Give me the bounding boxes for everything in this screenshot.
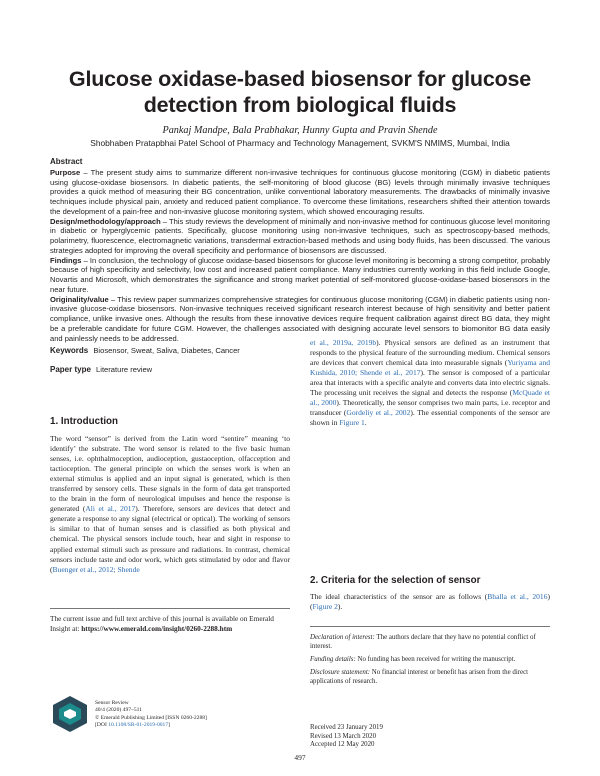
funding-details (310, 655, 550, 664)
article-title (40, 66, 560, 118)
disclosure-statement (310, 668, 550, 686)
purpose-label: Purpose (50, 167, 81, 177)
disc-text: No financial interest or benefit has arisen from the direct applications of research. (310, 669, 529, 685)
fund-label: Funding details: (310, 656, 356, 663)
paper-type-text: Literature review (96, 365, 153, 374)
findings-label: Findings (50, 255, 82, 265)
fund-text: No funding has been received for writing the manuscript. (355, 656, 516, 663)
doi-prefix: [DOI (95, 722, 109, 729)
criteria-paragraph (310, 592, 550, 612)
criteria-text-c: ). (337, 602, 343, 612)
notes-divider (310, 626, 550, 627)
decl-text: The authors declare that they have no potential conflict of interest. (310, 634, 536, 650)
footnote-divider (50, 608, 290, 609)
citation-link[interactable]: et al., 2019a, 2019b (310, 338, 377, 347)
intro-text-e: ). Theoretically, the sensor comprises two main parts, i.e. receptor and transducer ( (310, 398, 551, 418)
keywords-label: Keywords (50, 346, 89, 355)
citation-link[interactable]: Ali et al., 2017 (85, 504, 136, 514)
originality-text: – This review paper summarizes comprehensive strategies for continuous glucose monitoring (CGM) in diabetic patients using non-invasive glucose-oxidase biosensors. Non-invasive techniques received significant research interest because of high sensitivity and better patient compliance, unlike invasive ones. Although the results from these innovative devices require frequent calibration against direct BG data, they might be a preferable candidate for future CGM. However, the challenges associated with designing accurate level sensors to biomonitor BG data easily and painlessly needs to be addressed. (50, 294, 550, 343)
abstract-purpose (50, 168, 550, 217)
decl-label: Declaration of interest: (310, 634, 375, 641)
journal-access-footnote (50, 614, 290, 633)
abstract-heading: Abstract (50, 157, 83, 166)
journal-doi (95, 722, 207, 729)
intro-text-b: ). Therefore, sensors are devices that detect and generate a response to any signal (electrical or optical). The working of sensors is similar to that of human senses and is classified as both physical and chemical. The physical sensors include touch, hear and sight in response to applied external stimuli such as pressure and radiations. In contrast, chemical sensors include taste and odor work, which gets stimulated by odor and flavor ( (50, 504, 290, 574)
criteria-text-b: ) ( (310, 592, 550, 612)
intro-paragraph (50, 434, 290, 575)
journal-issn: © Emerald Publishing Limited [ISSN 0260-2288] (95, 714, 207, 721)
journal-volume: 40/4 (2020) 497–511 (95, 707, 143, 714)
intro-text-c: ). Physical sensors are defined as an instrument that responds to the physical feature of the surrounding medium. Chemical sensors are devices that convert chemical data into measurable signals ( (310, 338, 551, 368)
intro-text-f: ). The essential components of the sensor are shown in (310, 408, 550, 428)
introduction-column-left (50, 434, 290, 575)
originality-label: Originality/value (50, 294, 109, 304)
journal-meta (95, 700, 207, 730)
intro-text-a: The word “sensor” is derived from the Latin word “sentire” meaning ‘to identify’ the substrate. The word sensor is related to the five basic human senses, i.e. ophthalmoception, audioception, gustaoception, olfacception and tactioception. The general principle on which the senses work is when an external stimulus is applied and an input signal is generated, which is then transferred by sensory cells. These signals in the form of data get transported to the brain in the form of neurological impulses and hence the response is generated ( (50, 434, 290, 514)
title-line-1: Glucose oxidase-based biosensor for glucose (68, 67, 532, 91)
citation-link[interactable]: Buenger et al., 2012; Shende (52, 564, 140, 574)
accepted-date: Accepted 12 May 2020 (310, 741, 375, 749)
affiliation: Shobhaben Pratapbhai Patel School of Pharmacy and Technology Management, SVKM'S NMIMS, Mumbai, India (90, 138, 510, 148)
article-dates (310, 724, 383, 750)
author-list: Pankaj Mandpe, Bala Prabhakar, Hunny Gupta and Pravin Shende (162, 125, 438, 136)
abstract-findings (50, 256, 550, 295)
footnote-url[interactable]: https://www.emerald.com/insight/0260-2288.htm (81, 623, 233, 633)
title-line-2: detection from biological fluids (143, 93, 457, 117)
figure-link[interactable]: Figure 2 (312, 602, 338, 612)
findings-text: – In conclusion, the technology of glucose oxidase-based biosensors for glucose level monitoring is becoming a strong competitor, probably because of high specificity and selectivity, low cost and increased patient compliance. Many industries currently working in this field include Google, Novartis and Microsoft, which demonstrates the significance and strong market potential of self-monitored glucose-oxidase-based biosensors in the near future. (50, 255, 550, 294)
declaration-notes (310, 633, 550, 690)
intro-text-g: . (364, 418, 367, 428)
received-date: Received 23 January 2019 (310, 724, 383, 731)
doi-link[interactable]: 10.1108/SR-01-2019-0017 (108, 722, 169, 729)
paper-type-label: Paper type (50, 365, 91, 374)
page-number: 497 (294, 753, 306, 762)
citation-link[interactable]: McQuade et al., 2000 (310, 388, 550, 408)
disc-label: Disclosure statement: (310, 669, 371, 676)
revised-date: Revised 13 March 2020 (310, 732, 377, 740)
journal-name: Sensor Review (95, 700, 129, 706)
intro-text-d: ). The sensor is composed of a particular area that interacts with a specific analyte and converts data into electric signals. The processing unit receives the signal and detects the response ( (310, 368, 550, 398)
keywords-text: Biosensor, Sweat, Saliva, Diabetes, Cancer (93, 346, 240, 355)
introduction-column-right (310, 338, 550, 428)
section-heading-introduction: 1. Introduction (50, 416, 119, 427)
design-text: – This study reviews the development of minimally and non-invasive method for continuous glucose level monitoring in diabetic or hyperglycemic patients. Specifically, glucose monitoring using non-invasive techniques, such as spectroscopy-based methods, polarimetry, fluorescence, electromagnetic variations, transdermal extraction-based methods and using body fluids, has been discussed. The various strategies adopted for improving the overall specificity and performance of biosensors are discussed. (50, 216, 550, 255)
doi-suffix: ] (168, 722, 171, 729)
design-label: Design/methodology/approach (50, 216, 161, 226)
intro-continuation (310, 338, 550, 428)
criteria-text-a: The ideal characteristics of the sensor are as follows ( (310, 592, 488, 601)
figure-link[interactable]: Figure 1 (339, 418, 365, 428)
abstract-design (50, 217, 550, 256)
declaration-of-interest (310, 633, 550, 651)
citation-link[interactable]: Bhalla et al., 2016 (487, 592, 548, 601)
footnote-text: The current issue and full text archive of this journal is available on Emerald Insight at: (50, 614, 274, 633)
abstract-block (50, 157, 550, 343)
purpose-text: – The present study aims to summarize different non-invasive techniques for continuous glucose monitoring (CGM) in diabetic patients using glucose-oxidase biosensors. In diabetic patients, the self-monitoring of blood glucose (BG) levels through minimally invasive techniques provides a quick method of measuring their BG concentration, unlike conventional laboratory measurements. The drawbacks of minimally invasive techniques include physical pain, anxiety and reduced patient compliance. To overcome these limitations, researchers shifted their attention towards the development of a pain-free and non-invasive glucose monitoring system, which showed encouraging results. (50, 167, 550, 216)
citation-link[interactable]: Yuriyama and Kushida, 2010; Shende et al., 2017 (310, 358, 551, 378)
section-heading-criteria: 2. Criteria for the selection of sensor (310, 575, 481, 586)
citation-link[interactable]: Gordeliy et al., 2002 (346, 408, 411, 418)
abstract-originality (50, 295, 550, 344)
emerald-publishing-logo (51, 695, 89, 733)
